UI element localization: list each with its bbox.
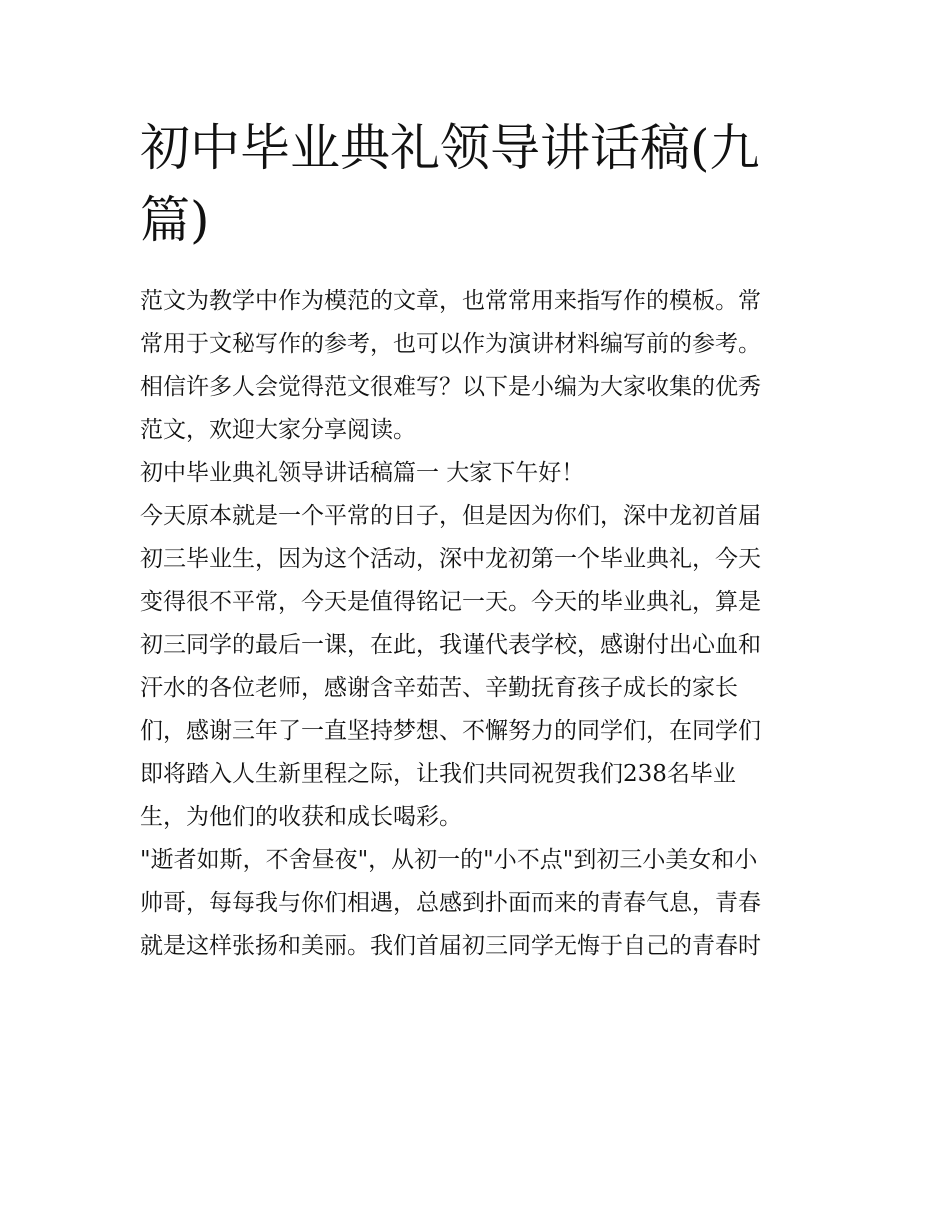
body-line: 生，为他们的收获和成长喝彩。 [140, 804, 462, 830]
document-title [140, 112, 820, 256]
body-line: 们，感谢三年了一直坚持梦想、不懈努力的同学们，在同学们 [140, 718, 761, 744]
body-line: 常用于文秘写作的参考，也可以作为演讲材料编写前的参考。 [140, 331, 761, 357]
body-line: 今天原本就是一个平常的日子，但是因为你们，深中龙初首届 [140, 503, 761, 529]
body-line: 相信许多人会觉得范文很难写？以下是小编为大家收集的优秀 [140, 374, 761, 400]
title-line: 篇) [140, 191, 210, 249]
body-line: 即将踏入人生新里程之际，让我们共同祝贺我们238名毕业 [140, 761, 736, 787]
body-line: 范文，欢迎大家分享阅读。 [140, 417, 416, 443]
body-line: 范文为教学中作为模范的文章，也常常用来指写作的模板。常 [140, 288, 761, 314]
body-line: 就是这样张扬和美丽。我们首届初三同学无悔于自己的青春时 [140, 933, 761, 959]
body-line: 初三毕业生，因为这个活动，深中龙初第一个毕业典礼，今天 [140, 546, 761, 572]
title-line: 初中毕业典礼领导讲话稿(九 [140, 119, 760, 177]
document-body [140, 280, 830, 968]
body-line: 初三同学的最后一课，在此，我谨代表学校，感谢付出心血和 [140, 632, 761, 658]
body-line: "逝者如斯，不舍昼夜"，从初一的"小不点"到初三小美女和小 [140, 847, 758, 873]
body-line: 变得很不平常，今天是值得铭记一天。今天的毕业典礼，算是 [140, 589, 761, 615]
section-heading-line: 初中毕业典礼领导讲话稿篇一 大家下午好！ [140, 460, 585, 486]
body-line: 帅哥，每每我与你们相遇，总感到扑面而来的青春气息，青春 [140, 890, 761, 916]
body-line: 汗水的各位老师，感谢含辛茹苦、辛勤抚育孩子成长的家长 [140, 675, 738, 701]
